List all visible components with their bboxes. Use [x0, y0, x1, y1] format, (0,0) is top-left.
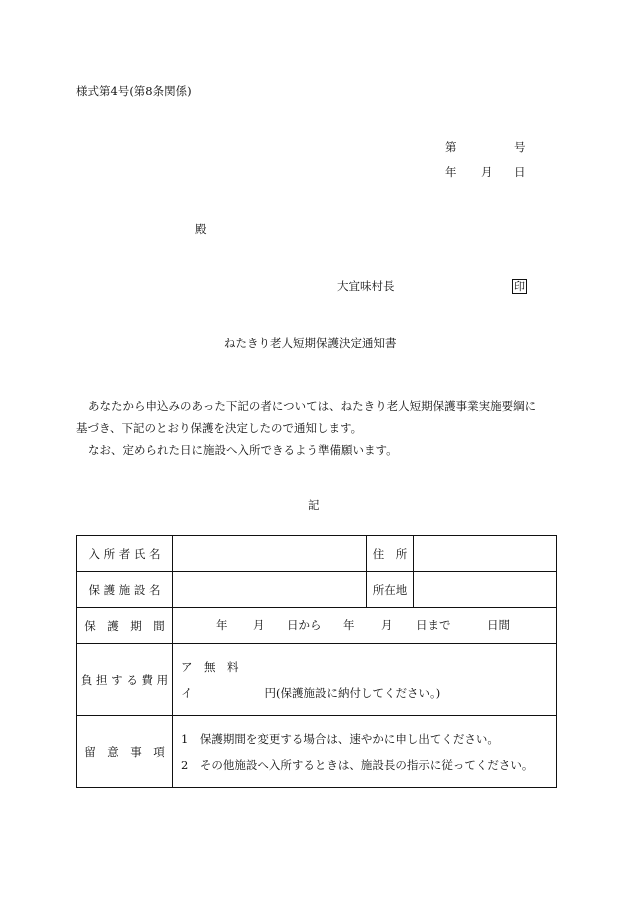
- doc-no-go: 号: [514, 140, 526, 154]
- date-year: 年: [445, 165, 457, 179]
- facility-name-value: [173, 572, 367, 608]
- period-label: 保 護 期 間: [77, 608, 173, 644]
- table-row: [77, 608, 557, 644]
- table-row: [77, 716, 557, 788]
- cost-option-a: ア 無 料: [181, 659, 239, 674]
- cost-option-i-prefix: イ: [181, 685, 193, 700]
- table-row: [77, 644, 557, 716]
- seal-mark: [512, 279, 527, 294]
- period-from-year: 年: [216, 618, 228, 632]
- date-day: 日: [514, 165, 526, 179]
- period-to-month: 月: [381, 618, 393, 632]
- date-month: 月: [481, 165, 493, 179]
- body-line-1: あなたから申込みのあった下記の者については、ねたきり老人短期保護事業実施要綱に: [88, 399, 537, 413]
- cost-option-i-suffix: 円(保護施設に納付してください。): [264, 685, 441, 700]
- doc-no-dai: 第: [445, 140, 457, 154]
- facility-name-label: 保 護 施 設 名: [77, 572, 173, 608]
- period-from-day: 日から: [287, 618, 322, 632]
- cost-label: 負 担 す る 費 用: [77, 644, 173, 716]
- seal-text: 印: [514, 280, 525, 293]
- period-to-year: 年: [343, 618, 355, 632]
- period-to-day: 日まで: [416, 618, 451, 632]
- cost-value: [173, 644, 557, 716]
- period-from-month: 月: [253, 618, 265, 632]
- body-text: [76, 395, 566, 461]
- address-label: 住 所: [367, 536, 414, 572]
- notes-label: 留 意 事 項: [77, 716, 173, 788]
- form-number: 様式第4号(第8条関係): [76, 84, 192, 98]
- document-title: ねたきり老人短期保護決定通知書: [224, 336, 397, 350]
- period-value: [173, 608, 557, 644]
- note-1: 1 保護期間を変更する場合は、速やかに申し出てください。: [181, 731, 499, 746]
- location-value: [414, 572, 557, 608]
- cost-option-i: [181, 680, 556, 706]
- addressee-suffix: 殿: [195, 222, 207, 236]
- issuer-name: 大宜味村長: [337, 279, 395, 293]
- resident-name-label: 入 所 者 氏 名: [77, 536, 173, 572]
- period-days: 日間: [487, 618, 510, 632]
- note-2: 2 その他施設へ入所するときは、施設長の指示に従ってください。: [181, 757, 534, 772]
- table-row: [77, 536, 557, 572]
- table-row: [77, 572, 557, 608]
- resident-name-value: [173, 536, 367, 572]
- ki-heading: 記: [308, 498, 320, 512]
- address-value: [414, 536, 557, 572]
- body-line-2: 基づき、下記のとおり保護を決定したので通知します。: [76, 421, 363, 435]
- location-label: 所在地: [367, 572, 414, 608]
- decision-table: [76, 535, 557, 788]
- body-line-3: なお、定められた日に施設へ入所できるよう準備願います。: [88, 443, 398, 457]
- notes-value: [173, 716, 557, 788]
